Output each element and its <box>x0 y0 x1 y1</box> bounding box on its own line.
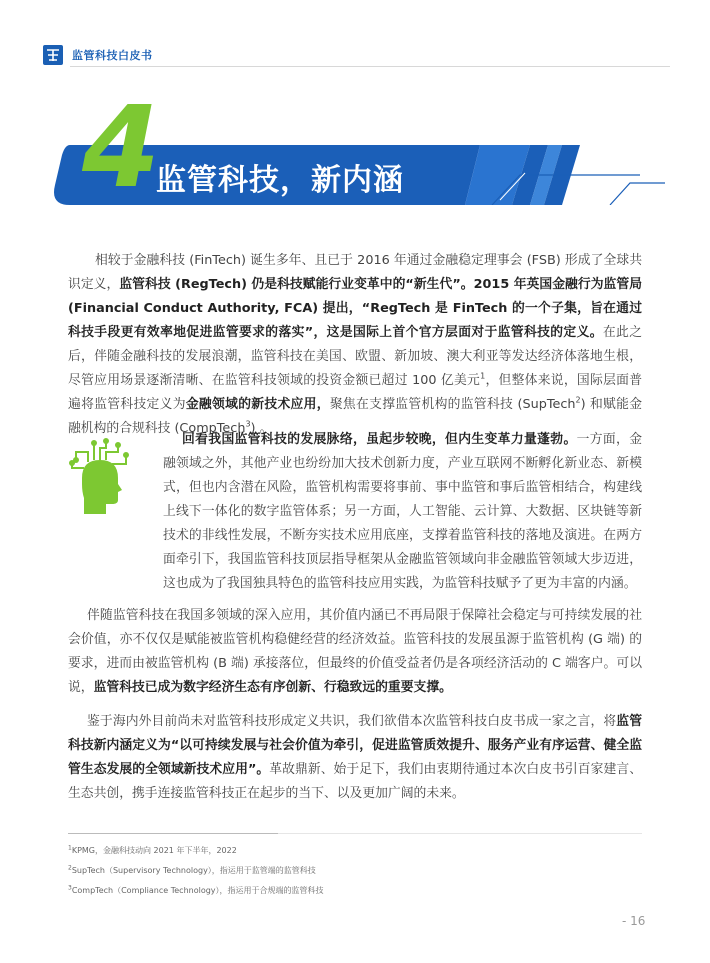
p2-text: 一方面，金融领域之外，其他产业也纷纷加大技术创新力度，产业互联网不断孵化新业态、新模式，但也内含潜在风险，监管机构需要将事前、事中监管和事后监管相结合，构建线上线下一体化的数字监管体系；另一方面，人工智能、云计算、大数据、区块链等新技术的非线性发展，不断夯实技术应用底座，支撑着监管科技的落地及演进。在两方面牵引下，我国监管科技顶层指导框架从金融监管领域向非金融监管领域大步迈进，这也成为了我国独具特色的监管科技应用实践，为监管科技赋予了更为丰富的内涵。 <box>163 432 643 591</box>
p1-text-f: ) 。 <box>250 421 273 436</box>
footnote-2 <box>68 865 316 876</box>
header-divider <box>70 66 670 67</box>
brain-circuit-icon <box>66 438 136 516</box>
footnote-text: KPMG，金融科技动向 2021 年下半年，2022 <box>71 846 237 855</box>
footnote-1 <box>68 845 237 856</box>
footnote-text: CompTech（Compliance Technology），指运用于合规端的监管科技 <box>71 886 324 895</box>
p1-text-e: ) 和赋能金融机构的合规科技 (CompTech <box>68 397 643 436</box>
page-header <box>0 0 710 70</box>
kpmg-logo-icon <box>43 45 63 65</box>
footnote-num: 3 <box>68 884 72 892</box>
footnote-divider <box>68 833 278 834</box>
footnote-text: SupTech（Supervisory Technology），指运用于监管端的监管科技 <box>71 866 316 875</box>
p1-bold-a: 监管科技 (RegTech) 仍是科技赋能行业变革中的“新生代”。2015 年英国金融行为监管局 (Financial Conduct Authority, FCA) 提出，“RegTech 是 FinTech 的一个子集，旨在通过科技手段更有效率地促进监管要求的落实”，这是国际上首个官方层面对于监管科技的定义。 <box>68 277 642 340</box>
footnote-ref-3: 3 <box>245 419 251 429</box>
footnote-3 <box>68 885 324 896</box>
p1-text-d: 聚焦在支撑监管机构的监管科技 (SupTech <box>329 397 576 412</box>
p4-text-a: 鉴于海内外目前尚未对监管科技形成定义共识，我们欲借本次监管科技白皮书成一家之言，将 <box>87 714 617 729</box>
page-number: - 16 <box>622 914 646 928</box>
p2-bold: 回看我国监管科技的发展脉络，虽起步较晚，但内生变革力量蓬勃。 <box>182 432 577 447</box>
p1-bold-b: 金融领域的新技术应用， <box>185 397 330 412</box>
p4-bold: 监管科技新内涵定义为“以可持续发展与社会价值为牵引，促进监管质效提升、服务产业有序运营、健全监管生态发展的全领域新技术应用”。 <box>68 714 643 777</box>
paragraph-4 <box>68 710 642 806</box>
p1-text-c: ，但整体来说，国际层面普遍将监管科技定义为 <box>68 373 643 412</box>
paragraph-3 <box>68 604 642 700</box>
paragraph-1 <box>68 249 642 441</box>
footnote-num: 1 <box>68 844 72 852</box>
footnote-ref-2: 2 <box>575 395 581 405</box>
p3-text: 伴随监管科技在我国多领域的深入应用，其价值内涵已不再局限于保障社会稳定与可持续发展的社会价值，亦不仅仅是赋能被监管机构稳健经营的经济效益。监管科技的发展虽源于监管机构 (G 端) 的要求，进而由被监管机构 (B 端) 承接落位，但最终的价值受益者仍是各项经济活动的 C 端客户。可以说， <box>68 608 642 695</box>
footnote-ref-1: 1 <box>480 371 486 381</box>
paragraph-2 <box>163 428 642 596</box>
p1-text-a: 相较于金融科技 (FinTech) 诞生多年、且已于 2016 年通过金融稳定理事会 (FSB) 形成了全球共识定义， <box>68 253 642 292</box>
footnote-num: 2 <box>68 864 72 872</box>
p4-text-b: 革故鼎新、始于足下，我们由衷期待通过本次白皮书引百家建言、生态共创，携手连接监管科技正在起步的当下、以及更加广阔的未来。 <box>68 762 642 801</box>
chapter-title: 监管科技，新内涵 <box>156 163 404 198</box>
header-title: 监管科技白皮书 <box>72 49 153 62</box>
chapter-number: 4 <box>82 83 160 213</box>
p1-text-b: 在此之后，伴随金融科技的发展浪潮，监管科技在美国、欧盟、新加坡、澳大利亚等发达经济体落地生根，尽管应用场景逐渐清晰、在监管科技领域的投资金额已超过 100 亿美元 <box>68 325 642 388</box>
p3-bold: 监管科技已成为数字经济生态有序创新、行稳致远的重要支撑。 <box>93 680 452 695</box>
footnote-divider-light <box>278 833 642 834</box>
